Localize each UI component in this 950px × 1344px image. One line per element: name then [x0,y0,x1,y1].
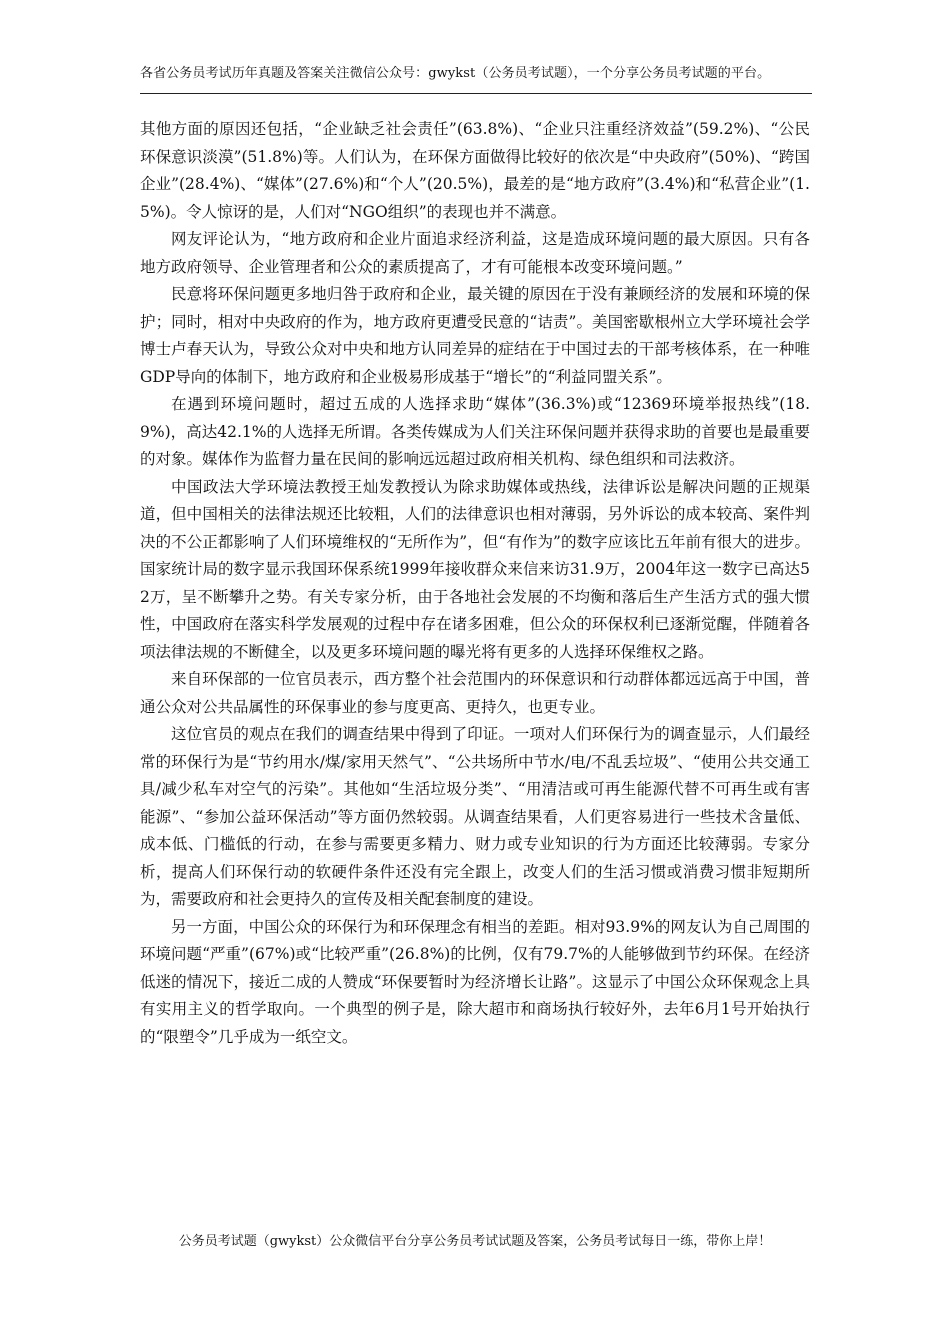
page-footer: 公务员考试题（gwykst）公众微信平台分享公务员考试试题及答案，公务员考试每日一练，带你上岸！ [178,1234,772,1249]
page-header: 各省公务员考试历年真题及答案关注微信公众号：gwykst（公务员考试题），一个分享公务员考试题的平台。 [140,66,771,81]
paragraph-7: 这位官员的观点在我们的调查结果中得到了印证。一项对人们环保行为的调查显示，人们最经常的环保行为是“节约用水/煤/家用天然气”、“公共场所中节水/电/不乱丢垃圾”、“使用公共交通工具/减少私车对空气的污染”。其他如“生活垃圾分类”、“用清洁或可再生能源代替不可再生或有害能源”、“参加公益环保活动”等方面仍然较弱。从调查结果看，人们更容易进行一些技术含量低、成本低、门槛低的行动，在参与需要更多精力、财力或专业知识的行为方面还比较薄弱。专家分析，提高人们环保行动的软硬件条件还没有完全跟上，改变人们的生活习惯或消费习惯非短期所为，需要政府和社会更持久的宣传及相关配套制度的建设。 [140,725,810,908]
header-divider [140,93,812,94]
article-body [140,116,810,1051]
paragraph-3: 民意将环保问题更多地归咎于政府和企业，最关键的原因在于没有兼顾经济的发展和环境的保护；同时，相对中央政府的作为，地方政府更遭受民意的“诘责”。美国密歇根州立大学环境社会学博士卢春天认为，导致公众对中央和地方认同差异的症结在于中国过去的干部考核体系，在一种唯GDP导向的体制下，地方政府和企业极易形成基于“增长”的“利益同盟关系”。 [140,285,810,386]
paragraph-2: 网友评论认为，“地方政府和企业片面追求经济利益，这是造成环境问题的最大原因。只有各地方政府领导、企业管理者和公众的素质提高了，才有可能根本改变环境问题。” [140,230,810,276]
paragraph-5: 中国政法大学环境法教授王灿发教授认为除求助媒体或热线，法律诉讼是解决问题的正规渠道，但中国相关的法律法规还比较粗，人们的法律意识也相对薄弱，另外诉讼的成本较高、案件判决的不公正都影响了人们环境维权的“无所作为”，但“有作为”的数字应该比五年前有很大的进步。国家统计局的数字显示我国环保系统1999年接收群众来信来访31.9万，2004年这一数字已高达52万，呈不断攀升之势。有关专家分析，由于各地社会发展的不均衡和落后生产生活方式的强大惯性，中国政府在落实科学发展观的过程中存在诸多困难，但公众的环保权利已逐渐觉醒，伴随着各项法律法规的不断健全，以及更多环境问题的曝光将有更多的人选择环保维权之路。 [140,477,810,661]
paragraph-8: 另一方面，中国公众的环保行为和环保理念有相当的差距。相对93.9%的网友认为自己周围的环境问题“严重”(67%)或“比较严重”(26.8%)的比例，仅有79.7%的人能够做到节约环保。在经济低迷的情况下，接近二成的人赞成“环保要暂时为经济增长让路”。这显示了中国公众环保观念上具有实用主义的哲学取向。一个典型的例子是，除大超市和商场执行较好外，去年6月1号开始执行的“限塑令”几乎成为一纸空文。 [140,917,810,1046]
paragraph-1: 其他方面的原因还包括，“企业缺乏社会责任”(63.8%)、“企业只注重经济效益”(59.2%)、“公民环保意识淡漠”(51.8%)等。人们认为，在环保方面做得比较好的依次是“中央政府”(50%)、“跨国企业”(28.4%)、“媒体”(27.6%)和“个人”(20.5%)，最差的是“地方政府”(3.4%)和“私营企业”(1.5%)。令人惊讶的是，人们对“NGO组织”的表现也并不满意。 [140,120,810,221]
paragraph-6: 来自环保部的一位官员表示，西方整个社会范围内的环保意识和行动群体都远远高于中国，普通公众对公共品属性的环保事业的参与度更高、更持久，也更专业。 [140,670,810,716]
paragraph-4: 在遇到环境问题时，超过五成的人选择求助“媒体”(36.3%)或“12369环境举报热线”(18.9%)，高达42.1%的人选择无所谓。各类传媒成为人们关注环保问题并获得求助的首要也是最重要的对象。媒体作为监督力量在民间的影响远远超过政府相关机构、绿色组织和司法救济。 [140,395,810,468]
